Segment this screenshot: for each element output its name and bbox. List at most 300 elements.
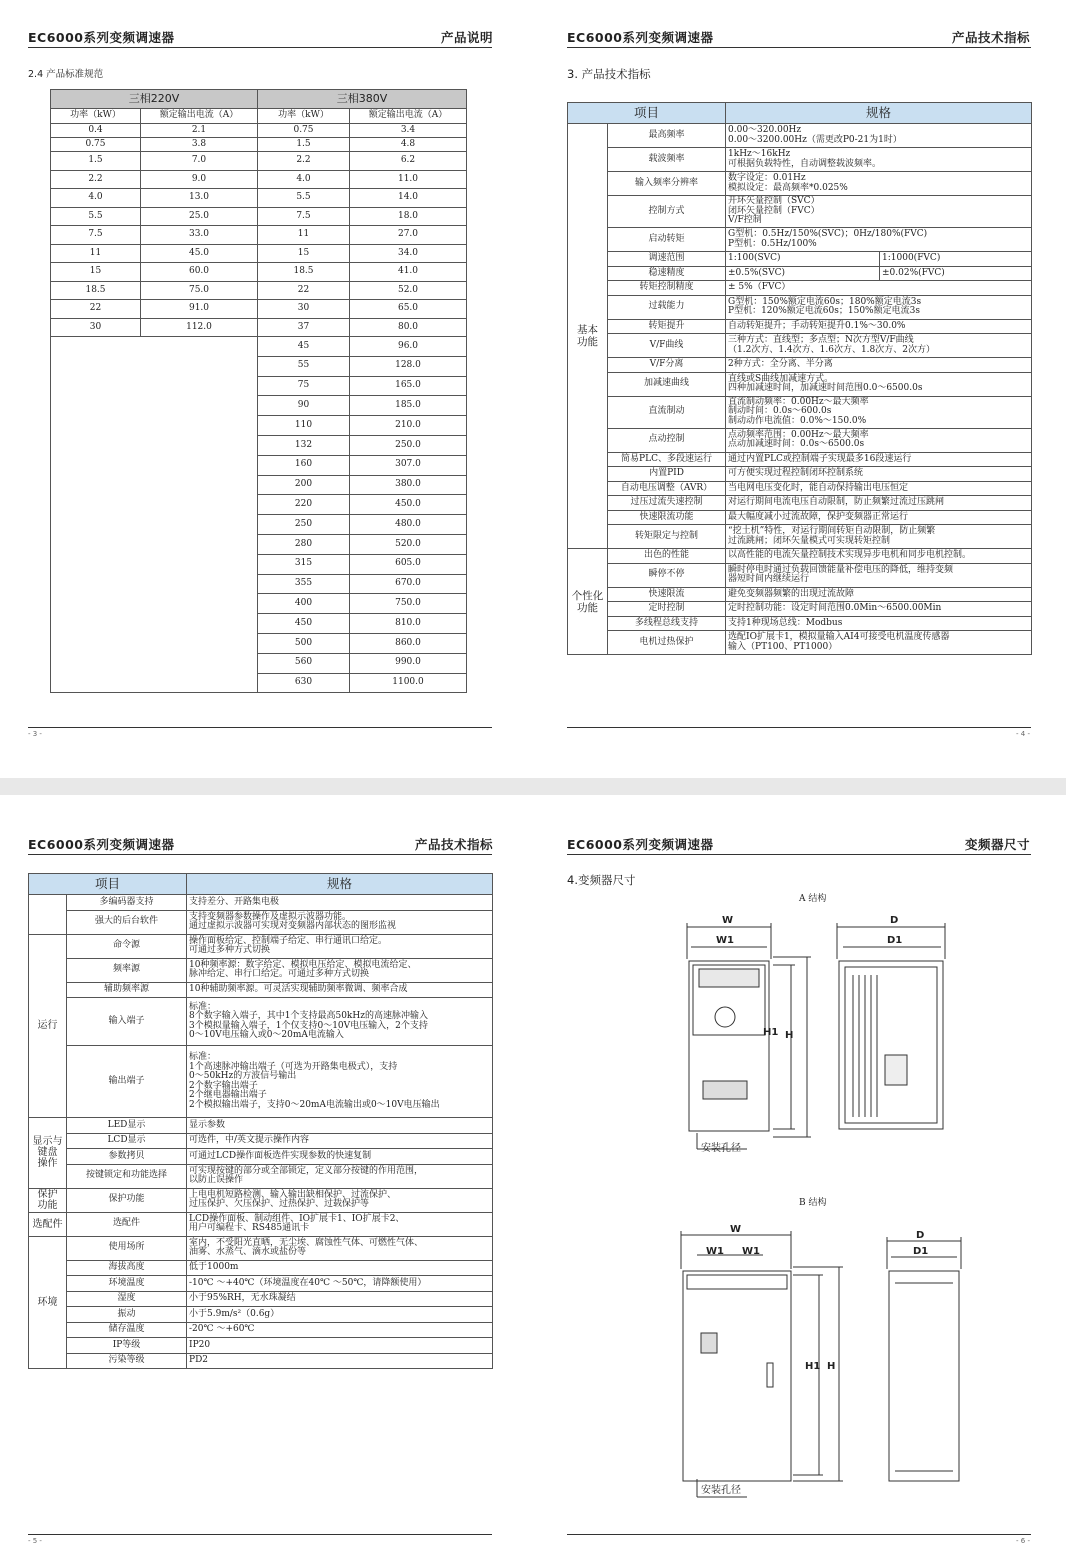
spec-item: 输出端子 [67,1046,187,1118]
spec-value: 以高性能的电流矢量控制技术实现异步电机和同步电机控制。 [726,549,1032,564]
spec-item: 出色的性能 [608,549,726,564]
table-row [51,138,467,152]
power-380: 560 [258,653,350,673]
table-row [29,1353,493,1369]
table-row [29,1338,493,1354]
mount-hole-b: 安装孔径 [701,1485,741,1496]
spec-value: 支持1种现场总线：Modbus [726,616,1032,631]
table-row [51,318,467,337]
current-380: 96.0 [350,337,467,357]
spec-item: 过压过流失速控制 [608,496,726,511]
current-380: 605.0 [350,554,467,574]
current-380: 670.0 [350,574,467,594]
current-380: 810.0 [350,614,467,634]
page-number: - 6 - [1016,1537,1030,1545]
spec-item: 使用场所 [67,1236,187,1260]
spec-value-b: ±0.02%(FVC) [880,266,1032,281]
spec-item: 湿度 [67,1291,187,1307]
spec-item: 参数拷贝 [67,1149,187,1165]
col-current-380: 额定输出电流（A） [350,109,467,124]
dim-d1-a: D1 [887,935,903,946]
power-220: 11 [51,244,141,263]
table-row [29,958,493,982]
dim-d1-b: D1 [913,1246,929,1257]
header-title: EC6000系列变频调速器 [567,30,714,45]
spec-value: 三种方式：直线型；多点型；N次方型V/F曲线 （1.2次方、1.4次方、1.6次方、1.8次方、2次方） [726,334,1032,358]
current-380: 34.0 [350,244,467,263]
power-380: 15 [258,244,350,263]
table-row [568,228,1032,252]
spec-item: 稳速精度 [608,266,726,281]
spec-value: 可方便实现过程控制闭环控制系统 [726,467,1032,482]
spec-item: 过载能力 [608,295,726,319]
spec-value: G型机：150%额定电流60s；180%额定电流3s P型机：120%额定电流60s；150%额定电流3s [726,295,1032,319]
dim-d-b: D [916,1230,925,1241]
spec-item: 快速限流功能 [608,510,726,525]
spec-item: 控制方式 [608,196,726,228]
dim-d-a: D [890,915,899,926]
current-380: 750.0 [350,594,467,614]
page-number: - 3 - [28,730,42,738]
spec-item: 命令源 [67,934,187,958]
power-220: 0.75 [51,138,141,152]
table-row [29,910,493,934]
spec-item: 选配件 [67,1212,187,1236]
current-220: 45.0 [141,244,258,263]
spec-value: 直流制动频率：0.00Hz～最大频率 制动时间：0.0s～600.0s 制动动作电流值：0.0%～150.0% [726,396,1032,428]
dim-h-a: H [785,1030,794,1041]
power-380: 200 [258,475,350,495]
power-220: 5.5 [51,207,141,226]
current-380: 80.0 [350,318,467,337]
table-row [568,196,1032,228]
spec-value: 低于1000m [187,1260,493,1276]
current-380: 41.0 [350,263,467,282]
spec-item: 污染等级 [67,1353,187,1369]
table-row [51,300,467,319]
power-380: 0.75 [258,124,350,138]
page-3 [0,0,533,778]
table-row [51,170,467,189]
dim-w1-b-right: W1 [742,1246,760,1257]
current-380: 14.0 [350,189,467,208]
spec-item: 辅助频率源 [67,982,187,998]
spec-item: 载波频率 [608,148,726,172]
spec-value: 自动转矩提升；手动转矩提升0.1%～30.0% [726,319,1032,334]
spec-item: V/F分离 [608,358,726,373]
table-row [51,124,467,138]
table-row [51,189,467,208]
spec-item: 转矩提升 [608,319,726,334]
table-row [568,372,1032,396]
spec-item: 振动 [67,1307,187,1323]
section-title: 2.4 产品标准规范 [28,69,104,80]
footer-rule [28,727,492,728]
spec-value: 10种频率源：数字给定、模拟电压给定、模拟电流给定、 脉冲给定、串行口给定。可通过多种方式切换 [187,958,493,982]
header-title: EC6000系列变频调速器 [28,30,175,45]
table-row [568,525,1032,549]
spec-item: 最高频率 [608,124,726,148]
current-380: 27.0 [350,226,467,245]
header-title: EC6000系列变频调速器 [28,837,175,852]
tech-spec-table-2 [28,873,493,1369]
table-row [568,496,1032,511]
power-380: 55 [258,356,350,376]
power-220: 2.2 [51,170,141,189]
spec-item: 电机过热保护 [608,631,726,655]
current-380: 185.0 [350,396,467,416]
current-380: 65.0 [350,300,467,319]
page-6 [533,795,1066,1557]
current-220: 75.0 [141,281,258,300]
current-380: 380.0 [350,475,467,495]
dim-w1-b-left: W1 [706,1246,724,1257]
header-section: 产品说明 [440,30,493,45]
power-380: 18.5 [258,263,350,282]
power-380: 500 [258,633,350,653]
group-label [29,895,67,935]
spec-value: LCD操作面板、制动组件、IO扩展卡1、IO扩展卡2、 用户可编程卡、RS485通讯卡 [187,1212,493,1236]
spec-value: 操作面板给定、控制端子给定、串行通讯口给定。 可通过多种方式切换 [187,934,493,958]
current-380: 128.0 [350,356,467,376]
current-220: 91.0 [141,300,258,319]
spec-value: 可选件，中/英文提示操作内容 [187,1133,493,1149]
spec-value: -10℃ ～+40℃（环境温度在40℃ ～50℃，请降额使用） [187,1276,493,1292]
footer-rule [567,1534,1031,1535]
table-row [568,587,1032,602]
spec-item: V/F曲线 [608,334,726,358]
header-rule [28,854,492,855]
dim-h1-a: H1 [763,1027,779,1038]
spec-value: G型机：0.5Hz/150%(SVC)；0Hz/180%(FVC) P型机：0.5Hz/100% [726,228,1032,252]
power-380: 37 [258,318,350,337]
power-380: 220 [258,495,350,515]
spec-value: 选配IO扩展卡1，模拟量输入AI4可接受电机温度传感器 输入（PT100、PT1000） [726,631,1032,655]
table-row [568,319,1032,334]
col-item: 项目 [568,103,726,124]
current-220: 60.0 [141,263,258,282]
table-row [29,934,493,958]
spec-value: 支持变频器参数操作及虚拟示波器功能。 通过虚拟示波器可实现对变频器内部状态的图形监视 [187,910,493,934]
col-power-380: 功率（kW） [258,109,350,124]
group-label: 选配件 [29,1212,67,1236]
power-220: 4.0 [51,189,141,208]
table-row [568,266,1032,281]
power-380: 11 [258,226,350,245]
spec-value: 1kHz～16kHz 可根据负载特性，自动调整载波频率。 [726,148,1032,172]
spec-item: 转矩控制精度 [608,281,726,296]
spec-item: 按键锁定和功能选择 [67,1164,187,1188]
spec-value: -20℃ ～+60℃ [187,1322,493,1338]
header-rule [28,47,492,48]
table-row [568,281,1032,296]
header-section: 变频器尺寸 [964,837,1030,852]
table-row [51,152,467,171]
spec-item: 环境温度 [67,1276,187,1292]
spec-value: 显示参数 [187,1118,493,1134]
spec-item: 快速限流 [608,587,726,602]
group-label: 运行 [29,934,67,1118]
table-row [568,549,1032,564]
current-380: 250.0 [350,435,467,455]
power-380: 45 [258,337,350,357]
current-380: 165.0 [350,376,467,396]
table-row [29,1322,493,1338]
group-personal: 个性化 功能 [568,549,608,655]
spec-value: 当电网电压变化时，能自动保持输出电压恒定 [726,481,1032,496]
power-380: 132 [258,435,350,455]
spec-value: 最大幅度减小过流故障，保护变频器正常运行 [726,510,1032,525]
col-item: 项目 [29,874,187,895]
empty-220-area [51,337,258,693]
section-title: 4.变频器尺寸 [567,873,636,887]
spec-value: 开环矢量控制（SVC） 闭环矢量控制（FVC） V/F控制 [726,196,1032,228]
page-number: - 4 - [1016,730,1030,738]
standard-spec-table [50,89,467,693]
spec-value: 室内，不受阳光直晒，无尘埃、腐蚀性气体、可燃性气体、 油雾、水蒸气、滴水或盐份等 [187,1236,493,1260]
current-380: 18.0 [350,207,467,226]
col-current-220: 额定输出电流（A） [141,109,258,124]
spec-value-a: ±0.5%(SVC) [726,266,880,281]
spec-item: LED显示 [67,1118,187,1134]
table-row [568,148,1032,172]
current-380: 860.0 [350,633,467,653]
power-380: 355 [258,574,350,594]
table-row [568,172,1032,196]
table-row [29,982,493,998]
power-220: 1.5 [51,152,141,171]
spec-value: 瞬时停电时通过负载回馈能量补偿电压的降低，维持变频 器短时间内继续运行 [726,563,1032,587]
spec-value: 通过内置PLC或控制端子实现最多16段速运行 [726,452,1032,467]
group-220v: 三相220V [51,90,258,109]
table-row [29,1164,493,1188]
table-row [29,1188,493,1212]
power-380: 110 [258,416,350,436]
current-220: 25.0 [141,207,258,226]
current-380: 520.0 [350,534,467,554]
current-380: 990.0 [350,653,467,673]
power-380: 30 [258,300,350,319]
power-380: 450 [258,614,350,634]
power-380: 400 [258,594,350,614]
power-220: 0.4 [51,124,141,138]
power-380: 7.5 [258,207,350,226]
table-row [29,1149,493,1165]
spec-item: 内置PID [608,467,726,482]
table-row [51,337,467,357]
power-380: 280 [258,534,350,554]
table-row [29,1212,493,1236]
table-row [29,1291,493,1307]
spec-value: 点动频率范围：0.00Hz～最大频率 点动加减速时间：0.0s～6500.0s [726,428,1032,452]
current-380: 3.4 [350,124,467,138]
spec-value: PD2 [187,1353,493,1369]
current-380: 1100.0 [350,673,467,693]
group-label: 保护 功能 [29,1188,67,1212]
spec-item: 强大的后台软件 [67,910,187,934]
spec-item: 多编码器支持 [67,895,187,911]
power-220: 15 [51,263,141,282]
power-220: 7.5 [51,226,141,245]
table-row [29,1133,493,1149]
table-row [568,563,1032,587]
spec-value: 标准： 8个数字输入端子，其中1个支持最高50kHz的高速脉冲输入 3个模拟量输入端子，1个仅支持0～10V电压输入，2个支持 0～10V电压输入或0～20mA电流输入 [187,998,493,1046]
table-row [29,1307,493,1323]
table-row [29,1118,493,1134]
table-row [29,1260,493,1276]
page-number: - 5 - [28,1537,42,1545]
table-row [568,616,1032,631]
spec-item: 频率源 [67,958,187,982]
table-row [51,244,467,263]
power-380: 2.2 [258,152,350,171]
spec-value: 数字设定：0.01Hz 模拟设定：最高频率*0.025% [726,172,1032,196]
spec-value: 标准： 1个高速脉冲输出端子（可选为开路集电极式），支持 0～50kHz的方波信号输出 2个数字输出端子 2个继电器输出端子 2个模拟输出端子，支持0～20mA电流输出或0～10V电压输出 [187,1046,493,1118]
spec-value: 可通过LCD操作面板选件实现参数的快速复制 [187,1149,493,1165]
spec-item: IP等级 [67,1338,187,1354]
current-380: 11.0 [350,170,467,189]
mount-hole-a: 安装孔径 [701,1143,741,1154]
structure-b-label: B 结构 [799,1198,827,1208]
power-380: 630 [258,673,350,693]
spec-value-a: 1:100(SVC) [726,252,880,267]
spec-value: 0.00～320.00Hz 0.00～3200.00Hz（需更改P0-21为1时） [726,124,1032,148]
power-380: 75 [258,376,350,396]
col-power-220: 功率（kW） [51,109,141,124]
header-title: EC6000系列变频调速器 [567,837,714,852]
header-rule [567,854,1031,855]
table-row [51,207,467,226]
page-5 [0,795,533,1557]
header-rule [567,47,1031,48]
current-220: 9.0 [141,170,258,189]
spec-value: ± 5%（FVC） [726,281,1032,296]
spec-item: 转矩限定与控制 [608,525,726,549]
power-220: 22 [51,300,141,319]
spec-item: 多线程总线支持 [608,616,726,631]
table-row [568,124,1032,148]
spec-item: LCD显示 [67,1133,187,1149]
current-220: 13.0 [141,189,258,208]
spec-item: 调速范围 [608,252,726,267]
table-row [568,396,1032,428]
current-380: 450.0 [350,495,467,515]
spec-value: 2种方式：全分离、半分离 [726,358,1032,373]
dim-w-b: W [730,1224,742,1235]
table-row [568,510,1032,525]
table-row [51,263,467,282]
spec-value: 可实现按键的部分或全部锁定，定义部分按键的作用范围， 以防止误操作 [187,1164,493,1188]
spec-item: 海拔高度 [67,1260,187,1276]
table-row [568,467,1032,482]
group-basic: 基本 功能 [568,124,608,549]
power-380: 160 [258,455,350,475]
spec-value: 对运行期间电流电压自动限制，防止频繁过流过压跳闸 [726,496,1032,511]
table-row [568,631,1032,655]
spec-item: 自动电压调整（AVR） [608,481,726,496]
spec-item: 直流制动 [608,396,726,428]
dim-w-a: W [722,915,734,926]
power-380: 90 [258,396,350,416]
spec-item: 简易PLC、多段速运行 [608,452,726,467]
group-label: 显示与 键盘 操作 [29,1118,67,1189]
spec-value: 小于5.9m/s²（0.6g） [187,1307,493,1323]
footer-rule [567,727,1031,728]
power-220: 30 [51,318,141,337]
current-380: 210.0 [350,416,467,436]
spec-value: 直线或S曲线加减速方式。 四种加减速时间，加减速时间范围0.0～6500.0s [726,372,1032,396]
structure-a-label: A 结构 [799,894,827,904]
spec-value: 定时控制功能：设定时间范围0.0Min～6500.00Min [726,602,1032,617]
power-380: 1.5 [258,138,350,152]
spec-value: 避免变频器频繁的出现过流故障 [726,587,1032,602]
current-220: 2.1 [141,124,258,138]
section-title: 3. 产品技术指标 [567,67,651,81]
current-380: 307.0 [350,455,467,475]
spec-value: 上电电机短路检测、输入输出缺相保护、过流保护、 过压保护、欠压保护、过热保护、过载保护等 [187,1188,493,1212]
spec-item: 储存温度 [67,1322,187,1338]
spec-value: 小于95%RH，无水珠凝结 [187,1291,493,1307]
tech-spec-table-1 [567,102,1032,655]
spec-item: 输入端子 [67,998,187,1046]
spec-value: “挖土机”特性，对运行期间转矩自动限制，防止频繁 过流跳闸；闭环矢量模式可实现转矩控制 [726,525,1032,549]
table-row [568,334,1032,358]
table-row [568,295,1032,319]
page-4 [533,0,1066,778]
current-380: 6.2 [350,152,467,171]
power-380: 22 [258,281,350,300]
dim-h1-b: H1 [805,1361,821,1372]
page-separator [0,778,1066,795]
current-220: 3.8 [141,138,258,152]
spec-value: IP20 [187,1338,493,1354]
table-row [568,452,1032,467]
spec-item: 启动转矩 [608,228,726,252]
spec-value-b: 1:1000(FVC) [880,252,1032,267]
table-row [29,1276,493,1292]
table-row [29,1236,493,1260]
current-220: 33.0 [141,226,258,245]
group-label: 环境 [29,1236,67,1369]
spec-item: 点动控制 [608,428,726,452]
power-380: 250 [258,515,350,535]
footer-rule [28,1534,492,1535]
spec-item: 定时控制 [608,602,726,617]
table-row [568,602,1032,617]
table-row [51,281,467,300]
current-380: 480.0 [350,515,467,535]
dim-w1-a: W1 [716,935,734,946]
table-row [29,1046,493,1118]
table-row [568,252,1032,267]
header-section: 产品技术指标 [414,837,493,852]
spec-item: 瞬停不停 [608,563,726,587]
current-220: 112.0 [141,318,258,337]
header-section: 产品技术指标 [951,30,1030,45]
current-380: 4.8 [350,138,467,152]
power-380: 315 [258,554,350,574]
power-220: 18.5 [51,281,141,300]
group-380v: 三相380V [258,90,467,109]
table-row [29,998,493,1046]
power-380: 5.5 [258,189,350,208]
spec-item: 加减速曲线 [608,372,726,396]
dim-h-b: H [827,1361,836,1372]
table-row [51,226,467,245]
col-spec: 规格 [726,103,1032,124]
col-spec: 规格 [187,874,493,895]
power-380: 4.0 [258,170,350,189]
